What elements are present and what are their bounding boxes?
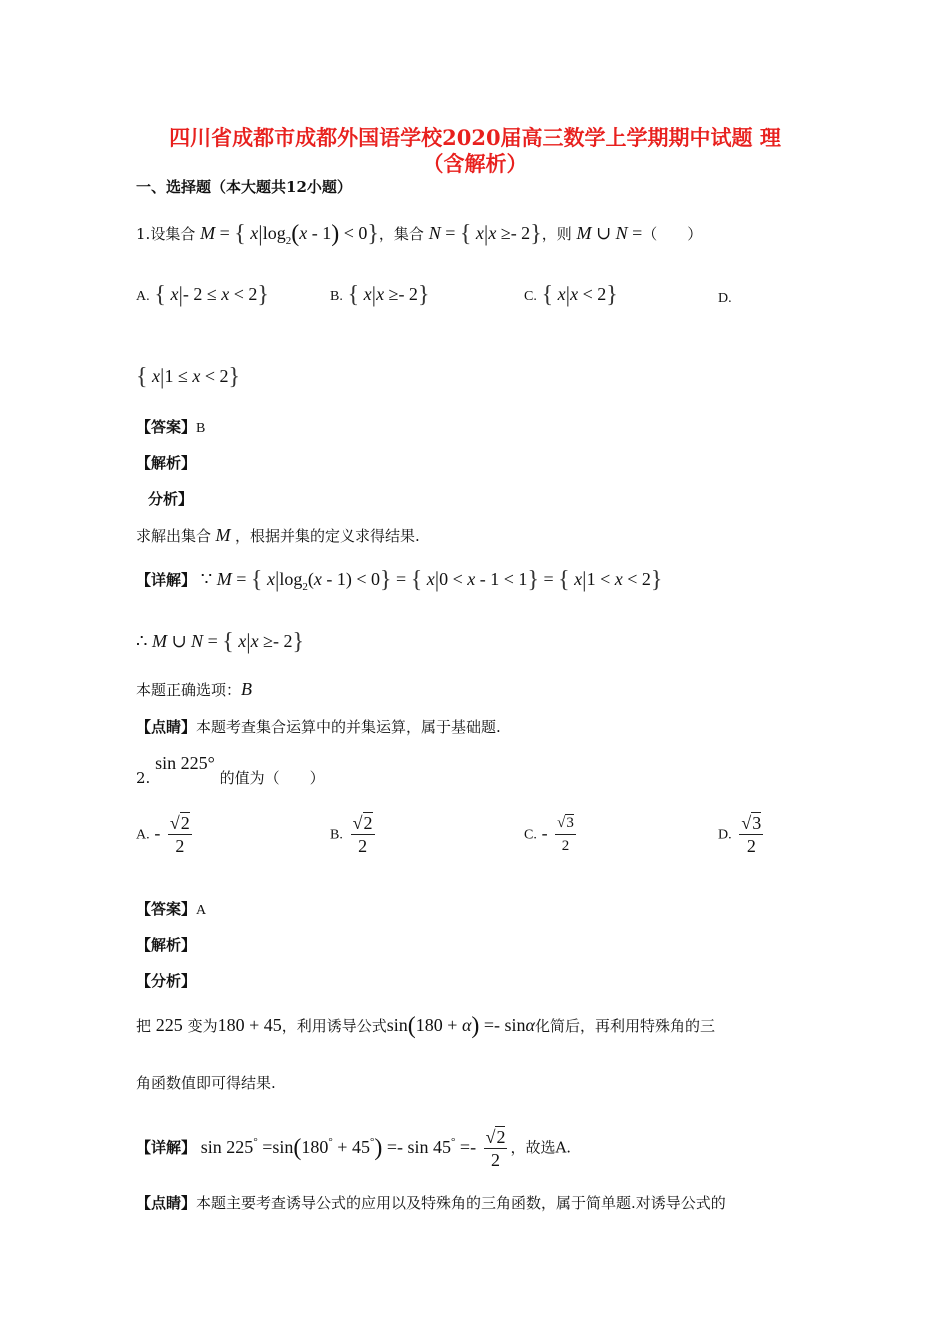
option-b: B. $\frac{√2}{2}$: [330, 813, 373, 856]
option-d: D.: [718, 291, 732, 306]
option-a: A. { x|- 2 ≤ x < 2}: [136, 282, 269, 308]
question-number: 1.: [136, 225, 151, 243]
document-title: 四川省成都市成都外国语学校2020届高三数学上学期期中试题 理: [169, 125, 781, 150]
option-d-value: { x|1 ≤ x < 2}: [136, 364, 241, 390]
option-a: A. - $\frac{√2}{2}$: [136, 813, 190, 856]
answer-line: 【答案】A: [136, 900, 207, 918]
option-d: D. $\frac{√3}{2}$: [718, 813, 762, 856]
option-c: C. { x|x < 2}: [524, 282, 618, 308]
option-b: B. { x|x ≥- 2}: [330, 282, 430, 308]
analysis-label: 【解析】: [136, 454, 197, 472]
analysis-text-cont: 角函数值即可得结果.: [136, 1074, 276, 1092]
analysis-label: 【解析】: [136, 936, 197, 954]
question-2: [136, 752, 325, 789]
question-blank: （ ）: [642, 225, 703, 243]
question-1: [136, 222, 702, 252]
correct-option-line: 本题正确选项：B: [136, 679, 253, 699]
set-m-formula: M = { $x|\log_2(x - 1) < 0$}: [200, 221, 379, 247]
detail-line: 【详解】 ∵ M = { $x|\log_2(x - 1) < 0$} = { x|0 < x - 1 < 1} = { x|1 < x < 2}: [136, 567, 663, 593]
document-title-suffix: （含解析）: [422, 151, 528, 176]
sin-expression: sin 225°: [155, 753, 215, 773]
union-formula: M ∪ N =: [576, 223, 643, 243]
question-text: ，则: [541, 225, 572, 243]
comment-line: 【点睛】本题考查集合运算中的并集运算，属于基础题.: [136, 718, 501, 736]
set-n-formula: N = { x|x ≥- 2}: [428, 221, 542, 247]
analysis-sub-label: 分析】: [148, 490, 194, 508]
question-number: 2.: [136, 769, 151, 787]
section-heading: 一、选择题（本大题共12小题）: [136, 178, 352, 196]
detail-union: ∴ M ∪ N = { x|x ≥- 2}: [136, 629, 305, 655]
question-text: 的值为（ ）: [219, 769, 325, 787]
answer-line: 【答案】B: [136, 418, 206, 436]
question-text: ，集合: [378, 225, 424, 243]
analysis-text: 求解出集合 M ，根据并集的定义求得结果.: [136, 525, 420, 545]
detail-line: 【详解】 sin 225° =sin(180° + 45°) =- sin 45° =- $\frac{√2}{2}$ ，故选A.: [136, 1127, 572, 1170]
analysis-sub-label: 【分析】: [136, 972, 197, 990]
analysis-text: 把 225 变为180 + 45，利用诱导公式sin(180 + α) =- sinα化简后，再利用特殊角的三: [136, 1013, 716, 1039]
option-c: C. - $\frac{√3}{2}$: [524, 812, 579, 857]
comment-line: 【点睛】本题主要考查诱导公式的应用以及特殊角的三角函数，属于简单题.对诱导公式的: [136, 1194, 726, 1212]
question-text: 设集合: [150, 225, 196, 243]
